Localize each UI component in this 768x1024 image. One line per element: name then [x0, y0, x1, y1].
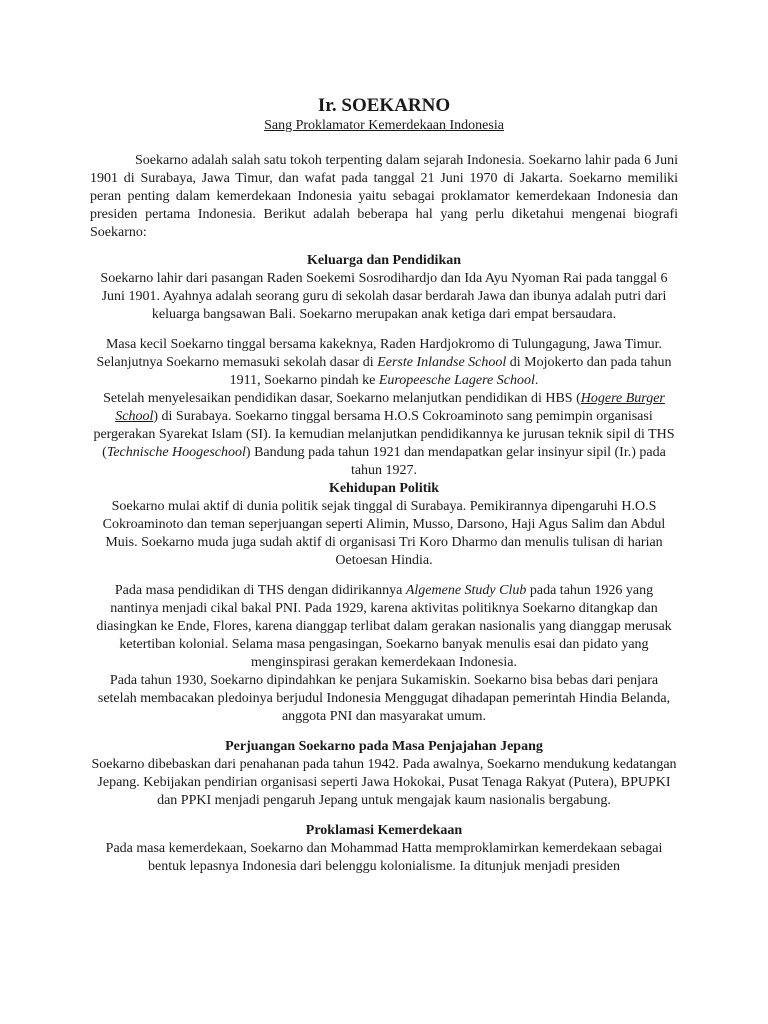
text-run: Pada masa pendidikan di THS dengan didirikannya — [114, 583, 406, 598]
document-title: Ir. SOEKARNO — [317, 95, 451, 116]
section-heading-politik: Kehidupan Politik — [328, 481, 440, 496]
section1-paragraph-1: Soekarno lahir dari pasangan Raden Soekemi Sosrodihardjo dan Ida Ayu Nyoman Rai pada tanggal 6 Juni 1901. Ayahnya adalah seorang guru di sekolah dasar berdarah Jawa dan ibunya adalah putri dari keluarga bangsawan Bali. Soekarno merupakan anak ketiga dari empat bersaudara. — [100, 271, 668, 322]
text-run: Masa kecil Soekarno tinggal bersama kakeknya, Raden Hardjokromo di Tulungagung, Jawa Timur. Selanjutnya Soekarno memasuki sekolah dasar di — [96, 337, 663, 370]
document-page — [90, 95, 678, 876]
italic-term: Europeesche Lagere School — [378, 373, 535, 388]
italic-term: Hogere Burger School — [115, 391, 665, 424]
italic-term: Algemene Study Club — [405, 583, 527, 598]
text-run: pada tahun 1926 yang nantinya menjadi cikal bakal PNI. Pada 1929, karena aktivitas politiknya Soekarno ditangkap dan diasingkan ke Ende, Flores, karena dianggap terlibat dalam gerakan nasionalis yang dianggap merusak ketertiban kolonial. Selama masa pengasingan, Soekarno banyak menulis esai dan pidato yang menginspirasi gerakan kemerdekaan Indonesia. — [96, 583, 672, 670]
text-run: di Mojokerto dan pada tahun 1911, Soekarno pindah ke — [229, 355, 672, 388]
text-run: ) di Surabaya. Soekarno tinggal bersama H.O.S Cokroaminoto sang pemimpin organisasi pergerakan Syarekat Islam (SI). Ia kemudian melanjutkan pendidikannya ke jurusan teknik sipil di THS ( — [93, 409, 675, 460]
intro-paragraph: Soekarno adalah salah satu tokoh terpenting dalam sejarah Indonesia. Soekarno lahir pada 6 Juni 1901 di Surabaya, Jawa Timur, dan wafat pada tanggal 21 Juni 1970 di Jakarta. Soekarno memiliki peran penting dalam kemerdekaan Indonesia yaitu sebagai proklamator kemerdekaan Indonesia dan presiden pertama Indonesia. Berikut adalah beberapa hal yang perlu diketahui mengenai biografi Soekarno: — [90, 153, 678, 240]
section4-paragraph-1: Pada masa kemerdekaan, Soekarno dan Mohammad Hatta memproklamirkan kemerdekaan sebagai bentuk lepasnya Indonesia dari belenggu kolonialisme. Ia ditunjuk menjadi presiden — [105, 841, 663, 874]
section2-paragraph-3: Pada tahun 1930, Soekarno dipindahkan ke penjara Sukamiskin. Soekarno bisa bebas dari penjara setelah membacakan pledoinya berjudul Indonesia Menggugat dihadapan pemerintah Hindia Belanda, anggota PNI dan masyarakat umum. — [97, 673, 671, 724]
italic-term: Eerste Inlandse School — [377, 355, 507, 370]
text-run: ) Bandung pada tahun 1921 dan mendapatkan gelar insinyur sipil (Ir.) pada tahun 1927. — [245, 445, 666, 478]
text-run: . — [534, 373, 539, 388]
section2-paragraph-1: Soekarno mulai aktif di dunia politik sejak tinggal di Surabaya. Pemikirannya dipengaruhi H.O.S Cokroaminoto dan teman seperjuangan seperti Alimin, Musso, Darsono, Haji Agus Salim dan Abdul Muis. Soekarno muda juga sudah aktif di organisasi Tri Koro Dharmo dan menulis tulisan di harian Oetoesan Hindia. — [102, 499, 666, 568]
italic-term: Technische Hoogeschool — [106, 445, 246, 460]
text-run: Setelah menyelesaikan pendidikan dasar, Soekarno melanjutkan pendidikan di HBS ( — [103, 391, 581, 406]
section2-paragraph-2 — [90, 582, 678, 672]
section3-paragraph-1: Soekarno dibebaskan dari penahanan pada tahun 1942. Pada awalnya, Soekarno mendukung kedatangan Jepang. Kebijakan pendirian organisasi seperti Jawa Hokokai, Pusat Tenaga Rakyat (Putera), BPUPKI dan PPKI menjadi pengaruh Jepang untuk mengajak kaum nasionalis bergabung. — [91, 757, 677, 808]
document-subtitle: Sang Proklamator Kemerdekaan Indonesia — [264, 118, 504, 133]
section-heading-jepang: Perjuangan Soekarno pada Masa Penjajahan Jepang — [225, 739, 543, 754]
section-heading-keluarga: Keluarga dan Pendidikan — [306, 253, 462, 268]
section1-paragraph-2 — [90, 336, 678, 390]
section-heading-proklamasi: Proklamasi Kemerdekaan — [305, 823, 463, 838]
section1-paragraph-3 — [90, 390, 678, 480]
